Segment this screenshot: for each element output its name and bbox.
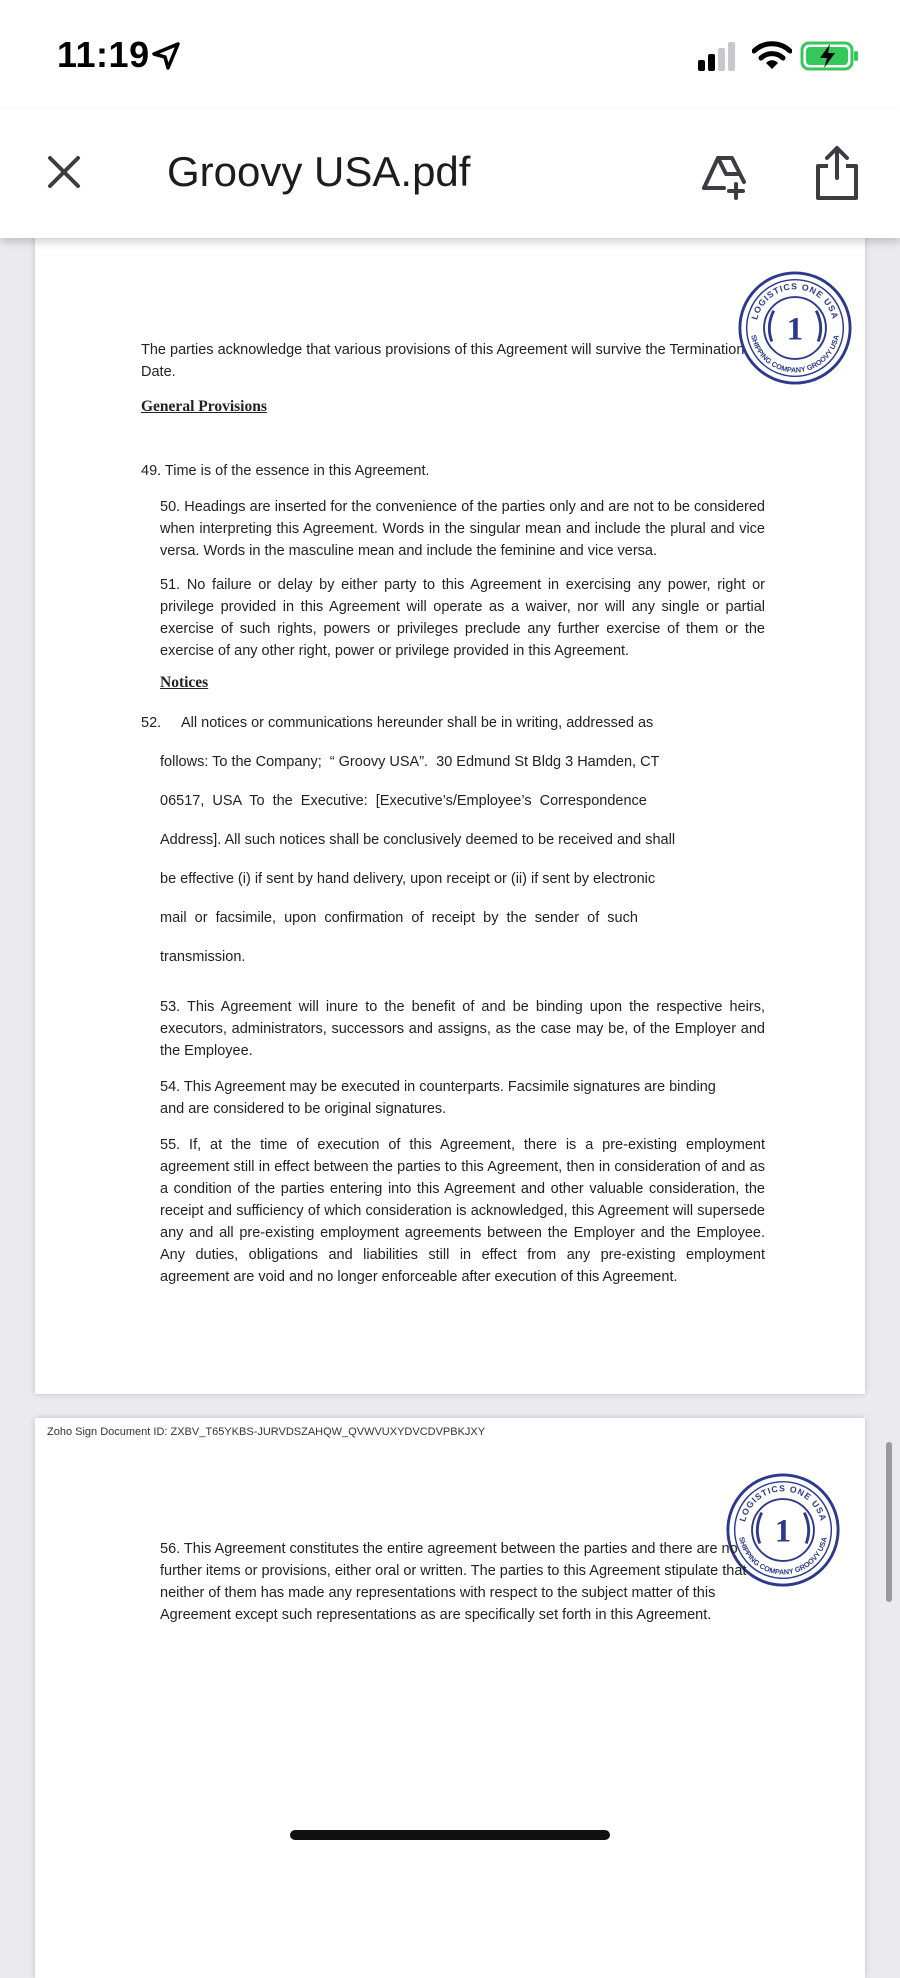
pdf-page-1 [35, 220, 865, 1394]
close-icon[interactable] [44, 152, 84, 192]
section-heading-notices: Notices [160, 674, 209, 691]
markup-icon[interactable] [698, 148, 750, 200]
clause-52-line: 06517, USA To the Executive: [Executive’s/Employee’s Correspondence [160, 793, 647, 809]
clause-52-line: Address]. All such notices shall be conclusively deemed to be received and shall [160, 832, 676, 848]
clause-52-number: 52. [141, 715, 162, 731]
svg-text:SHIPPING COMPANY GROOVY USA: SHIPPING COMPANY GROOVY USA [737, 1535, 829, 1577]
clause-52-line: All notices or communications hereunder shall be in writing, addressed as [181, 715, 654, 731]
clause-53: 53. This Agreement will inure to the benefit of and be binding upon the respective heirs, executors, administrators, successors and assigns, as the case may be, of the Employer and the Employee. [160, 999, 765, 1059]
company-seal-stamp [737, 270, 853, 386]
cellular-signal-icon [698, 42, 736, 72]
clause-52-line: transmission. [160, 949, 246, 965]
document-title: Groovy USA.pdf [167, 148, 471, 195]
svg-text:LOGISTICS ONE USA: LOGISTICS ONE USA [749, 281, 841, 321]
pdf-page-2 [35, 1418, 865, 1978]
document-id: Zoho Sign Document ID: ZXBV_T65YKBS-JURVDSZAHQW_QVWVUXYDVCDVPBKJXY [47, 1426, 486, 1438]
svg-text:LOGISTICS ONE USA: LOGISTICS ONE USA [737, 1483, 829, 1523]
clause-56: 56. This Agreement constitutes the entire agreement between the parties and there are no further items or provisions, either oral or written. The parties to this Agreement stipulate that neither of them has made any representations with respect to the subject matter of this Agreement except such representations as are specifically set forth in this Agreement. [160, 1541, 747, 1623]
home-indicator[interactable] [290, 1830, 610, 1840]
clause-52 [141, 704, 701, 977]
survival-clause: The parties acknowledge that various provisions of this Agreement will survive the Termination Date. [141, 342, 745, 380]
clause-49: 49. Time is of the essence in this Agreement. [141, 463, 430, 479]
location-arrow-icon [150, 40, 182, 72]
wifi-icon [752, 40, 792, 72]
clause-51: 51. No failure or delay by either party to this Agreement in exercising any power, right or privilege provided in this Agreement will operate as a waiver, nor will any single or partial exercise of such rights, powers or privileges preclude any further exercise of them or the exercise of any other right, power or privilege provided in this Agreement. [160, 577, 765, 659]
clause-54: 54. This Agreement may be executed in counterparts. Facsimile signatures are binding and are considered to be original signatures. [160, 1079, 716, 1117]
svg-text:1: 1 [774, 1513, 792, 1550]
clause-50: 50. Headings are inserted for the convenience of the parties only and are not to be considered when interpreting this Agreement. Words in the singular mean and include the plural and vice versa. Words in the masculine mean and include the feminine and vice versa. [160, 499, 765, 559]
clause-52-line: follows: To the Company; “ Groovy USA”. 30 Edmund St Bldg 3 Hamden, CT [160, 754, 660, 770]
battery-charging-icon [800, 40, 860, 72]
clause-52-line: mail or facsimile, upon confirmation of receipt by the sender of such [160, 910, 638, 926]
share-icon[interactable] [812, 144, 862, 202]
svg-text:1: 1 [786, 311, 804, 348]
status-bar [0, 0, 900, 110]
section-heading-general-provisions: General Provisions [141, 398, 267, 415]
clause-55: 55. If, at the time of execution of this Agreement, there is a pre-existing employment agreement still in effect between the parties to this Agreement, then in consideration of and as a condition of the parties entering into this Agreement and other valuable consideration, the receipt and sufficiency of which consideration is acknowledged, this Agreement will supersede any and all pre-existing employment agreements between the Employer and the Employee. Any duties, obligations and liabilities still in effect from any pre-existing employment agreement are void and no longer enforceable after execution of this Agreement. [160, 1137, 765, 1285]
scroll-indicator[interactable] [886, 1442, 892, 1602]
clause-52-line: be effective (i) if sent by hand delivery, upon receipt or (ii) if sent by electronic [160, 871, 656, 887]
navigation-bar [0, 110, 900, 238]
status-time: 11:19 [57, 34, 150, 75]
svg-text:SHIPPING COMPANY GROOVY USA: SHIPPING COMPANY GROOVY USA [749, 333, 841, 375]
